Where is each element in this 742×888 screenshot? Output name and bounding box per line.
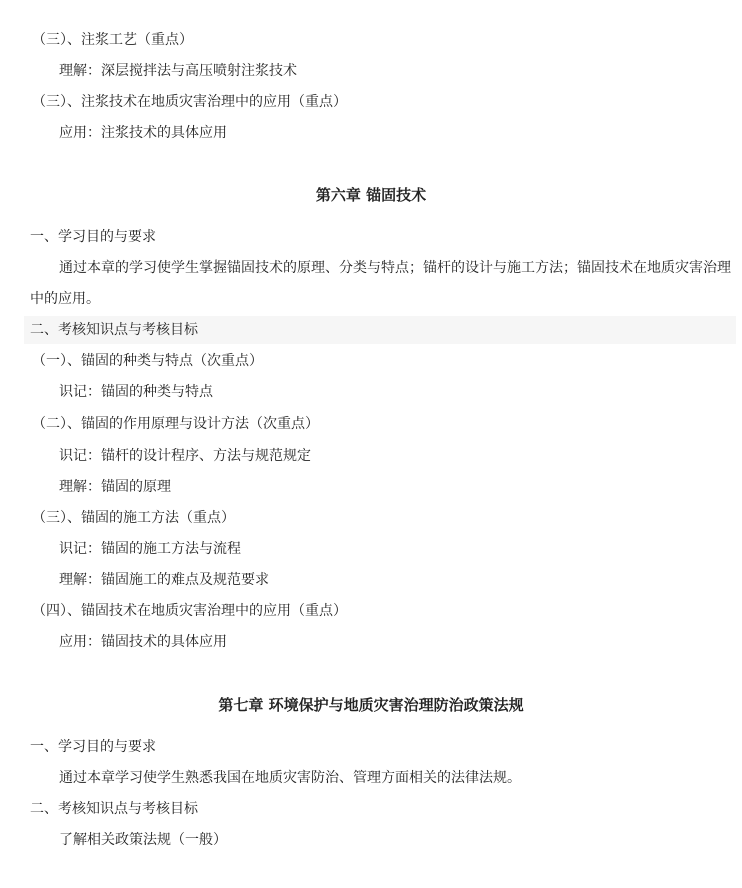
section-heading: （一）、锚固的种类与特点（次重点）: [32, 353, 263, 369]
chapter-title: 第六章 锚固技术: [315, 186, 427, 204]
section-heading: （三）、锚固的施工方法（重点）: [32, 510, 235, 526]
section-heading: （四）、锚固技术在地质灾害治理中的应用（重点）: [32, 603, 347, 619]
section-heading: （三）、注浆技术在地质灾害治理中的应用（重点）: [32, 94, 347, 110]
requirement-item: 了解相关政策法规（一般）: [59, 832, 227, 848]
part-heading: 二、考核知识点与考核目标: [30, 322, 198, 338]
requirement-item: 理解：锚固的原理: [59, 479, 171, 495]
part-heading: 二、考核知识点与考核目标: [30, 801, 198, 817]
requirement-item: 识记：锚固的施工方法与流程: [59, 541, 241, 557]
section-heading: （二）、锚固的作用原理与设计方法（次重点）: [32, 416, 319, 432]
requirement-item: 理解：深层搅拌法与高压喷射注浆技术: [59, 63, 297, 79]
paragraph-text-continued: 中的应用。: [30, 291, 100, 307]
paragraph-text: 通过本章学习使学生熟悉我国在地质灾害防治、管理方面相关的法律法规。: [59, 770, 521, 786]
section-heading: （三）、注浆工艺（重点）: [32, 32, 193, 48]
requirement-item: 识记：锚杆的设计程序、方法与规范规定: [59, 448, 311, 464]
part-heading: 一、学习目的与要求: [30, 739, 156, 755]
part-heading: 一、学习目的与要求: [30, 229, 156, 245]
requirement-item: 应用：注浆技术的具体应用: [59, 125, 227, 141]
requirement-item: 识记：锚固的种类与特点: [59, 384, 213, 400]
chapter-title: 第七章 环境保护与地质灾害治理防治政策法规: [218, 696, 524, 714]
requirement-item: 应用：锚固技术的具体应用: [59, 634, 227, 650]
paragraph-text: 通过本章的学习使学生掌握锚固技术的原理、分类与特点；锚杆的设计与施工方法；锚固技术在地质灾害治理: [59, 260, 731, 276]
requirement-item: 理解：锚固施工的难点及规范要求: [59, 572, 269, 588]
